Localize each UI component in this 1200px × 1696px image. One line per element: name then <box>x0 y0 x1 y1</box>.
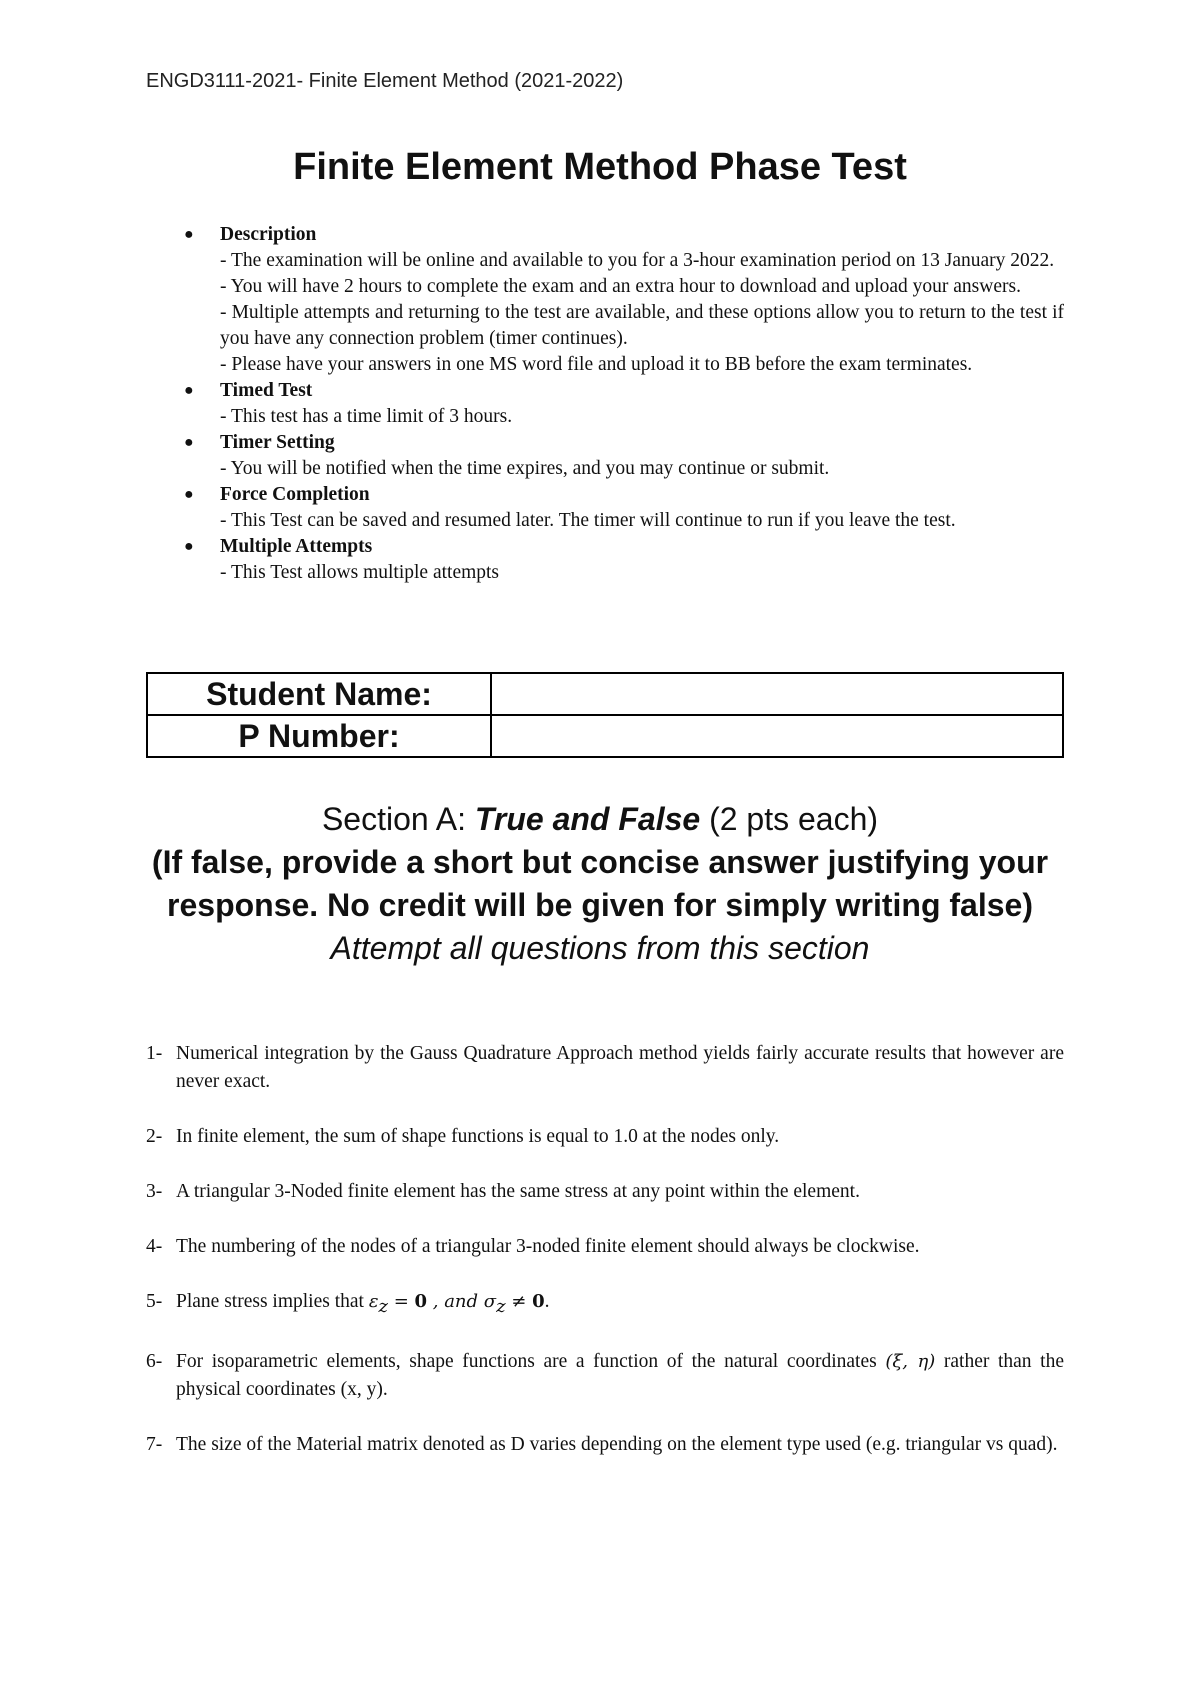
bullet-multiple-attempts <box>184 534 1064 586</box>
bullet-heading: Timed Test <box>220 380 313 401</box>
math-not-equal: ≠ <box>505 1291 533 1312</box>
student-name-field[interactable] <box>491 673 1063 715</box>
math-equals: = <box>387 1291 415 1312</box>
section-a-prefix: Section A: <box>321 801 475 837</box>
math-sigma: σ <box>483 1291 497 1312</box>
document-header: ENGD3111-2021- Finite Element Method (2021-2022) <box>146 70 624 92</box>
question-item <box>146 1123 1064 1151</box>
math-subscript: z <box>496 1295 506 1317</box>
question-text: Plane stress implies that <box>176 1291 369 1312</box>
page-title: Finite Element Method Phase Test <box>293 146 907 188</box>
bullet-timer-setting <box>184 430 1064 482</box>
question-item <box>146 1178 1064 1206</box>
question-text: The numbering of the nodes of a triangular 3-noded finite element should always be clockwise. <box>176 1236 920 1257</box>
bullet-dot-icon: ● <box>184 538 194 555</box>
bullet-heading: Description <box>220 224 317 245</box>
bullet-dot-icon: ● <box>184 382 194 399</box>
section-a-title <box>0 798 1200 841</box>
bullet-line: - The examination will be online and available to you for a 3-hour examination period on 13 January 2022. <box>220 250 1055 271</box>
bullet-line: - This Test can be saved and resumed later. The timer will continue to run if you leave the test. <box>220 510 956 531</box>
math-joiner: , and <box>427 1291 484 1312</box>
bullet-heading: Timer Setting <box>220 432 335 453</box>
section-a-attempt: Attempt all questions from this section <box>330 930 870 966</box>
section-a-instruction: (If false, provide a short but concise answer justifying your response. No credit will be given for simply writing false) <box>151 844 1049 923</box>
table-row <box>147 673 1063 715</box>
question-text: In finite element, the sum of shape functions is equal to 1.0 at the nodes only. <box>176 1126 780 1147</box>
math-natural-coordinates: (ξ, η) <box>885 1350 936 1372</box>
question-text: For isoparametric elements, shape functions are a function of the natural coordinates <box>176 1350 886 1372</box>
math-value: 0 <box>414 1291 428 1312</box>
bullet-description <box>184 222 1064 378</box>
section-a-points: (2 pts each) <box>700 801 879 837</box>
question-text: Numerical integration by the Gauss Quadrature Approach method yields fairly accurate results that however are never exact. <box>176 1043 1064 1092</box>
question-item <box>146 1233 1064 1261</box>
bullet-timed-test <box>184 378 1064 430</box>
question-item <box>146 1288 1064 1321</box>
question-number: 7- <box>146 1433 163 1455</box>
math-epsilon: ε <box>368 1291 379 1312</box>
question-number: 3- <box>146 1181 163 1202</box>
bullet-line: - Multiple attempts and returning to the test are available, and these options allow you to return to the test if you have any connection problem (timer continues). <box>220 302 1064 349</box>
question-text-end: . <box>544 1291 550 1312</box>
bullet-heading: Multiple Attempts <box>220 536 373 557</box>
bullet-dot-icon: ● <box>184 486 194 503</box>
bullet-line: - This Test allows multiple attempts <box>220 562 500 583</box>
section-a-emphasis: True and False <box>474 801 701 837</box>
question-item <box>146 1431 1064 1459</box>
instructions-list <box>184 222 1064 586</box>
math-subscript: z <box>378 1295 388 1317</box>
bullet-dot-icon: ● <box>184 226 194 243</box>
bullet-line: - Please have your answers in one MS word file and upload it to BB before the exam terminates. <box>220 354 973 375</box>
student-name-label: Student Name: <box>147 673 491 715</box>
question-text: A triangular 3-Noded finite element has the same stress at any point within the element. <box>176 1181 860 1202</box>
bullet-line: - You will have 2 hours to complete the exam and an extra hour to download and upload your answers. <box>220 276 1021 297</box>
question-text-end: rather than the physical coordinates (x, y). <box>176 1350 1065 1400</box>
question-text: The size of the Material matrix denoted as D varies depending on the element type used (e.g. triangular vs quad). <box>176 1433 1058 1455</box>
question-number: 5- <box>146 1291 163 1312</box>
bullet-line: - You will be notified when the time expires, and you may continue or submit. <box>220 458 830 479</box>
student-id-table <box>146 672 1064 758</box>
bullet-line: - This test has a time limit of 3 hours. <box>220 406 513 427</box>
bullet-heading: Force Completion <box>220 484 370 505</box>
table-row <box>147 715 1063 757</box>
question-item <box>146 1348 1064 1404</box>
question-number: 2- <box>146 1126 163 1147</box>
question-number: 1- <box>146 1043 163 1064</box>
question-list <box>146 1040 1064 1486</box>
math-value: 0 <box>532 1291 545 1312</box>
bullet-dot-icon: ● <box>184 434 194 451</box>
p-number-field[interactable] <box>491 715 1063 757</box>
p-number-label: P Number: <box>147 715 491 757</box>
bullet-force-completion <box>184 482 1064 534</box>
question-item <box>146 1040 1064 1096</box>
section-a-heading <box>0 798 1200 970</box>
question-number: 6- <box>146 1350 163 1372</box>
question-number: 4- <box>146 1236 163 1257</box>
